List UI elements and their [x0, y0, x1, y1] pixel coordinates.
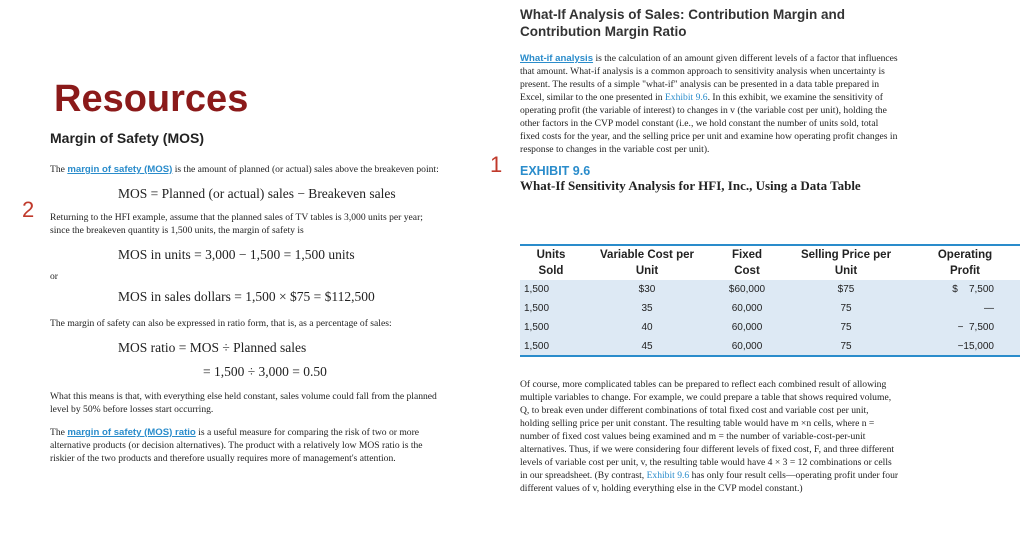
table-row	[520, 337, 1020, 356]
left-column	[50, 130, 440, 465]
table-cell: 75	[782, 318, 910, 337]
exhibit-link[interactable]: Exhibit 9.6	[664, 92, 708, 103]
table-cell: 75	[782, 299, 910, 318]
what-if-definition: What-if analysis is the calculation of an amount given different levels of a factor that influences that amount. What-if analysis is a common approach to sensitivity analysis when uncertainty is present. The results of a simple "what-if" analysis can be presented in a data table prepared in Excel, similar to the one presented in Exhibit 9.6. In this exhibit, we examine the sensitivity of operating profit (the variable of interest) to changes in v (the variable cost per unit), holding the other factors in the CVP model constant (i.e., we hold constant the number of units sold, total fixed costs for the year, and the selling price per unit and examine how operating profit changes in response to changes in the variable cost per unit).	[520, 53, 898, 155]
or-text: or	[50, 271, 58, 282]
mos-ratio-definition: The margin of safety (MOS) ratio is a useful measure for comparing the risk of two or more alternative products (or decision alternatives). The product with a relatively low MOS ratio is the riskier of the two products and therefore usually requires more of management's attention.	[50, 427, 423, 464]
table-cell: 1,500	[520, 299, 582, 318]
right-column	[520, 6, 900, 194]
section-title: What-If Analysis of Sales: Contribution Margin and Contribution Margin Ratio	[520, 7, 846, 39]
equation-mos: MOS = Planned (or actual) sales − Breakeven sales	[118, 186, 396, 201]
table-cell: 35	[582, 299, 712, 318]
col-operating-profit: Operating Profit	[910, 245, 1020, 280]
mos-definition: The margin of safety (MOS) is the amount of planned (or actual) sales above the breakeven point:	[50, 164, 439, 175]
mos-heading: Margin of Safety (MOS)	[50, 130, 205, 146]
col-variable-cost: Variable Cost per Unit	[582, 245, 712, 280]
sensitivity-table	[520, 244, 1020, 357]
col-fixed-cost: Fixed Cost	[712, 245, 782, 280]
equation-mos-units: MOS in units = 3,000 − 1,500 = 1,500 units	[118, 247, 355, 262]
exhibit-label: EXHIBIT 9.6	[520, 164, 591, 178]
table-cell: $60,000	[712, 280, 782, 299]
exhibit-title: What-If Sensitivity Analysis for HFI, Inc., Using a Data Table	[520, 178, 861, 193]
table-row	[520, 299, 1020, 318]
marker-1: 1	[490, 152, 503, 177]
col-units-sold: Units Sold	[520, 245, 582, 280]
table-cell: 1,500	[520, 318, 582, 337]
marker-2: 2	[22, 197, 35, 222]
table-cell: 1,500	[520, 280, 582, 299]
slide-title: Resources	[54, 78, 249, 120]
equation-mos-ratio-value: = 1,500 ÷ 3,000 = 0.50	[203, 364, 327, 379]
table-cell: − 7,500	[910, 318, 1020, 337]
table-cell: 45	[582, 337, 712, 356]
equation-mos-ratio: MOS ratio = MOS ÷ Planned sales	[118, 340, 307, 355]
table-cell: 60,000	[712, 318, 782, 337]
table-header-row	[520, 245, 1020, 280]
mos-term-link[interactable]: margin of safety (MOS)	[67, 164, 173, 175]
hfi-example-text: Returning to the HFI example, assume that the planned sales of TV tables is 3,000 units per year; since the breakeven quantity is 1,500 units, the margin of safety is	[50, 212, 423, 236]
table-cell: $75	[782, 280, 910, 299]
table-cell: —	[910, 299, 1020, 318]
interpretation-text: What this means is that, with everything else held constant, sales volume could fall from the planned level by 50% before losses start occurring.	[50, 391, 437, 415]
col-selling-price: Selling Price per Unit	[782, 245, 910, 280]
table-cell: 60,000	[712, 337, 782, 356]
table-cell: 40	[582, 318, 712, 337]
table-cell: −15,000	[910, 337, 1020, 356]
table-cell: 60,000	[712, 299, 782, 318]
combined-tables-text: Of course, more complicated tables can be prepared to reflect each combined result of allowing multiple variables to change. For example, we could prepare a table that shows required volume, Q, to break even under different combinations of total fixed cost and variable cost per unit, holding selling price per unit constant. The resulting table would have m ×n cells, where n = number of fixed cost values being examined and m = the number of variable-cost-per-unit alternatives. Thus, if we were considering four different levels of fixed cost, F, and three different levels of variable cost per unit, v, the resulting table would have 4 × 3 = 12 combinations or cells in our spreadsheet. (By contrast, Exhibit 9.6 has only four result cells—operating profit under four different values of v, holding everything else in the CVP model constant.)	[520, 379, 899, 494]
table-row	[520, 280, 1020, 299]
equation-mos-dollars: MOS in sales dollars = 1,500 × $75 = $112,500	[118, 289, 375, 304]
exhibit-link-2[interactable]: Exhibit 9.6	[646, 470, 690, 481]
what-if-term-link[interactable]: What-if analysis	[520, 53, 594, 64]
table-cell: $30	[582, 280, 712, 299]
table-cell: $ 7,500	[910, 280, 1020, 299]
table-row	[520, 318, 1020, 337]
ratio-intro-text: The margin of safety can also be expressed in ratio form, that is, as a percentage of sales:	[50, 318, 392, 329]
table-cell: 75	[782, 337, 910, 356]
mos-ratio-term-link[interactable]: margin of safety (MOS) ratio	[67, 427, 196, 438]
table-cell: 1,500	[520, 337, 582, 356]
